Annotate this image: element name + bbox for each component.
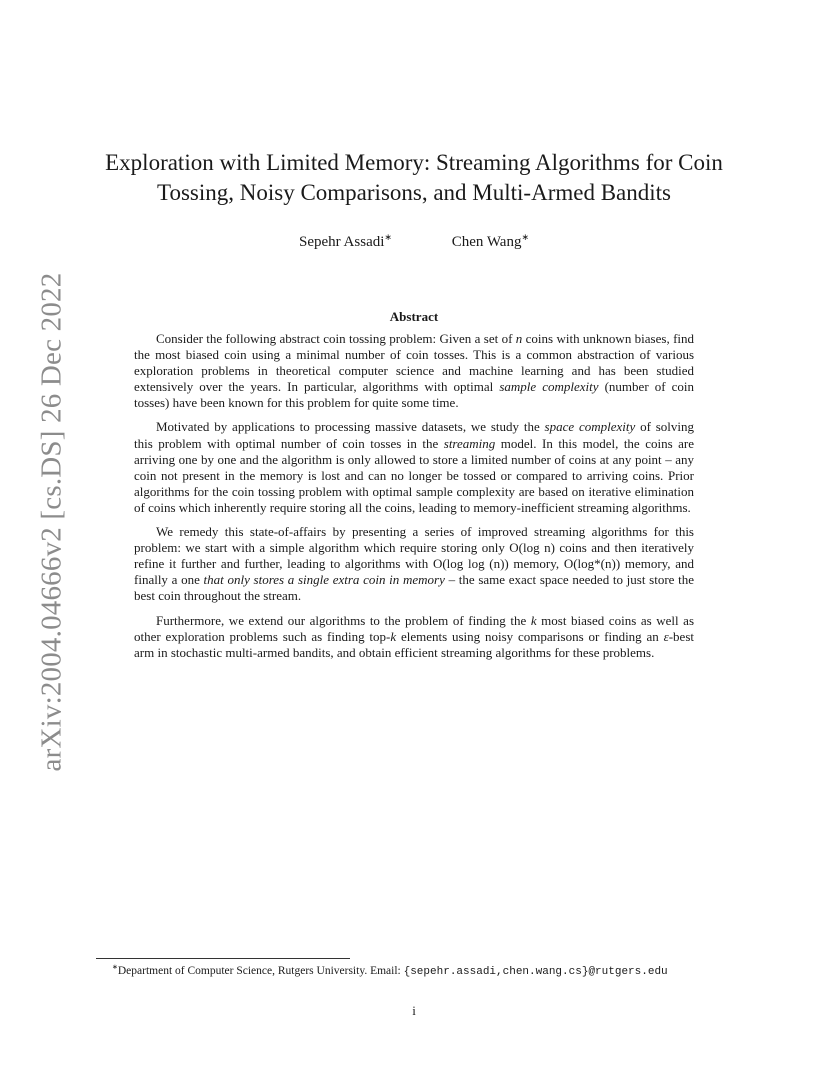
abstract-body [134, 331, 694, 669]
abstract-heading: Abstract [389, 309, 439, 324]
footnote [112, 963, 752, 978]
abstract-paragraph-3: We remedy this state-of-affairs by presenting a series of improved streaming algorithms for this problem: we start with a simple algorithm which require storing only O(log n) coins and then iteratively refine it further and further, leading to algorithms with O(log log (n)) memory, O(log*(n)) memory, and finally a one that only stores a single extra coin in memory – the same exact space needed to just store the best coin throughout the stream. [134, 524, 695, 604]
paper-title-line-1: Exploration with Limited Memory: Streaming Algorithms for Coin [105, 150, 723, 175]
arxiv-identifier-stamp: arXiv:2004.04666v2 [cs.DS] 26 Dec 2022 [35, 272, 68, 772]
footnote-text: Department of Computer Science, Rutgers University. Email: [117, 964, 404, 977]
author-1 [299, 232, 392, 251]
paper-title-line-2: Tossing, Noisy Comparisons, and Multi-Armed Bandits [157, 180, 671, 205]
author-2-footnote-mark: ∗ [521, 232, 530, 242]
math-o-log-n: O(log n) [509, 540, 555, 556]
math-o-logstar-n: O(log*(n)) [563, 556, 621, 572]
author-2-name: Chen Wang [451, 234, 522, 250]
abstract-paragraph-4: Furthermore, we extend our algorithms to the problem of finding the k most biased coins as well as other exploration problems such as finding top-k elements using noisy comparisons or finding an ε-best arm in stochastic multi-armed bandits, and obtain efficient streaming algorithms for these problems. [134, 612, 694, 660]
footnote-divider [96, 958, 350, 959]
author-1-footnote-mark: ∗ [384, 232, 392, 242]
footnote-mark: ∗ [112, 963, 118, 971]
paper-title [70, 148, 758, 208]
author-1-name: Sepehr Assadi [298, 234, 385, 250]
abstract-paragraph-1: Consider the following abstract coin tossing problem: Given a set of n coins with unknown biases, find the most biased coin using a minimal number of coin tosses. This is a common abstraction of various exploration problems in theoretical computer science and machine learning and has been studied extensively over the years. In particular, algorithms with optimal sample complexity (number of coin tosses) have been known for this problem for quite some time. [134, 331, 695, 411]
abstract-paragraph-2: Motivated by applications to processing massive datasets, we study the space complexity of solving this problem with optimal number of coin tosses in the streaming model. In this model, the coins are arriving one by one and the algorithm is only allowed to store a limited number of coins at any point – any coin not present in the memory is lost and can no longer be tossed or compared to arriving coins. Prior algorithms for the coin tossing problem with optimal sample complexity are based on iterative elimination of coins which inherently require storing all the coins, leading to memory-inefficient streaming algorithms. [134, 419, 694, 515]
page-number: i [412, 1003, 416, 1018]
footnote-email: {sepehr.assadi,chen.wang.cs}@rutgers.edu [403, 965, 668, 978]
author-list [0, 232, 828, 251]
author-2 [452, 232, 529, 251]
math-o-loglog-n: O(log log (n)) [432, 556, 509, 572]
